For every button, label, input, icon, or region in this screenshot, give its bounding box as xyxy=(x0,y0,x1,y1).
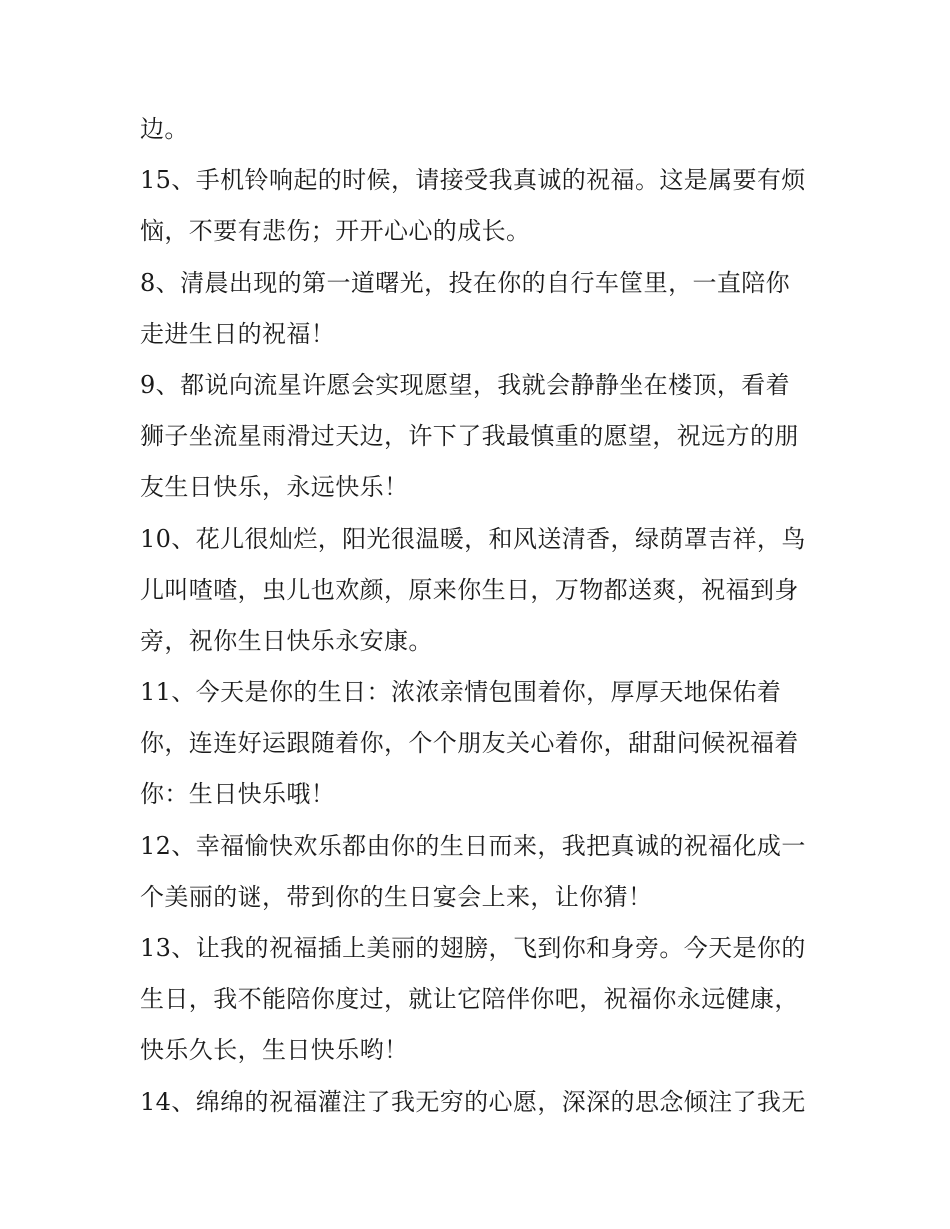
text-line: 你：生日快乐哦！ xyxy=(140,780,336,809)
text-line: 儿叫喳喳，虫儿也欢颜，原来你生日，万物都送爽，祝福到身 xyxy=(140,575,799,604)
text-line: 9、都说向流星许愿会实现愿望，我就会静静坐在楼顶，看着 xyxy=(140,370,791,399)
body-text xyxy=(140,104,810,1128)
text-line: 走进生日的祝福！ xyxy=(140,319,336,348)
text-line: 14、绵绵的祝福灌注了我无穷的心愿，深深的思念倾注了我无 xyxy=(140,1087,806,1116)
text-line: 生日，我不能陪你度过，就让它陪伴你吧，祝福你永远健康， xyxy=(140,985,799,1014)
text-line: 10、花儿很灿烂，阳光很温暖，和风送清香，绿荫罩吉祥，鸟 xyxy=(140,524,806,553)
text-line: 15、手机铃响起的时候，请接受我真诚的祝福。这是属要有烦 xyxy=(140,166,806,195)
text-line: 你，连连好运跟随着你，个个朋友关心着你，甜甜问候祝福着 xyxy=(140,729,799,758)
text-line: 快乐久长，生日快乐哟！ xyxy=(140,1036,409,1065)
text-line: 友生日快乐，永远快乐！ xyxy=(140,473,409,502)
text-line: 12、幸福愉快欢乐都由你的生日而来，我把真诚的祝福化成一 xyxy=(140,831,806,860)
text-line: 边。 xyxy=(140,115,189,143)
text-line: 狮子坐流星雨滑过天边，许下了我最慎重的愿望，祝远方的朋 xyxy=(140,422,799,451)
text-line: 旁，祝你生日快乐永安康。 xyxy=(140,626,433,655)
text-line: 13、让我的祝福插上美丽的翅膀，飞到你和身旁。今天是你的 xyxy=(140,934,806,962)
text-line: 个美丽的谜，带到你的生日宴会上来，让你猜！ xyxy=(140,882,653,911)
text-line: 恼，不要有悲伤；开开心心的成长。 xyxy=(140,217,531,246)
text-line: 11、今天是你的生日：浓浓亲情包围着你，厚厚天地保佑着 xyxy=(140,678,782,707)
text-line: 8、清晨出现的第一道曙光，投在你的自行车筐里，一直陪你 xyxy=(140,268,791,297)
